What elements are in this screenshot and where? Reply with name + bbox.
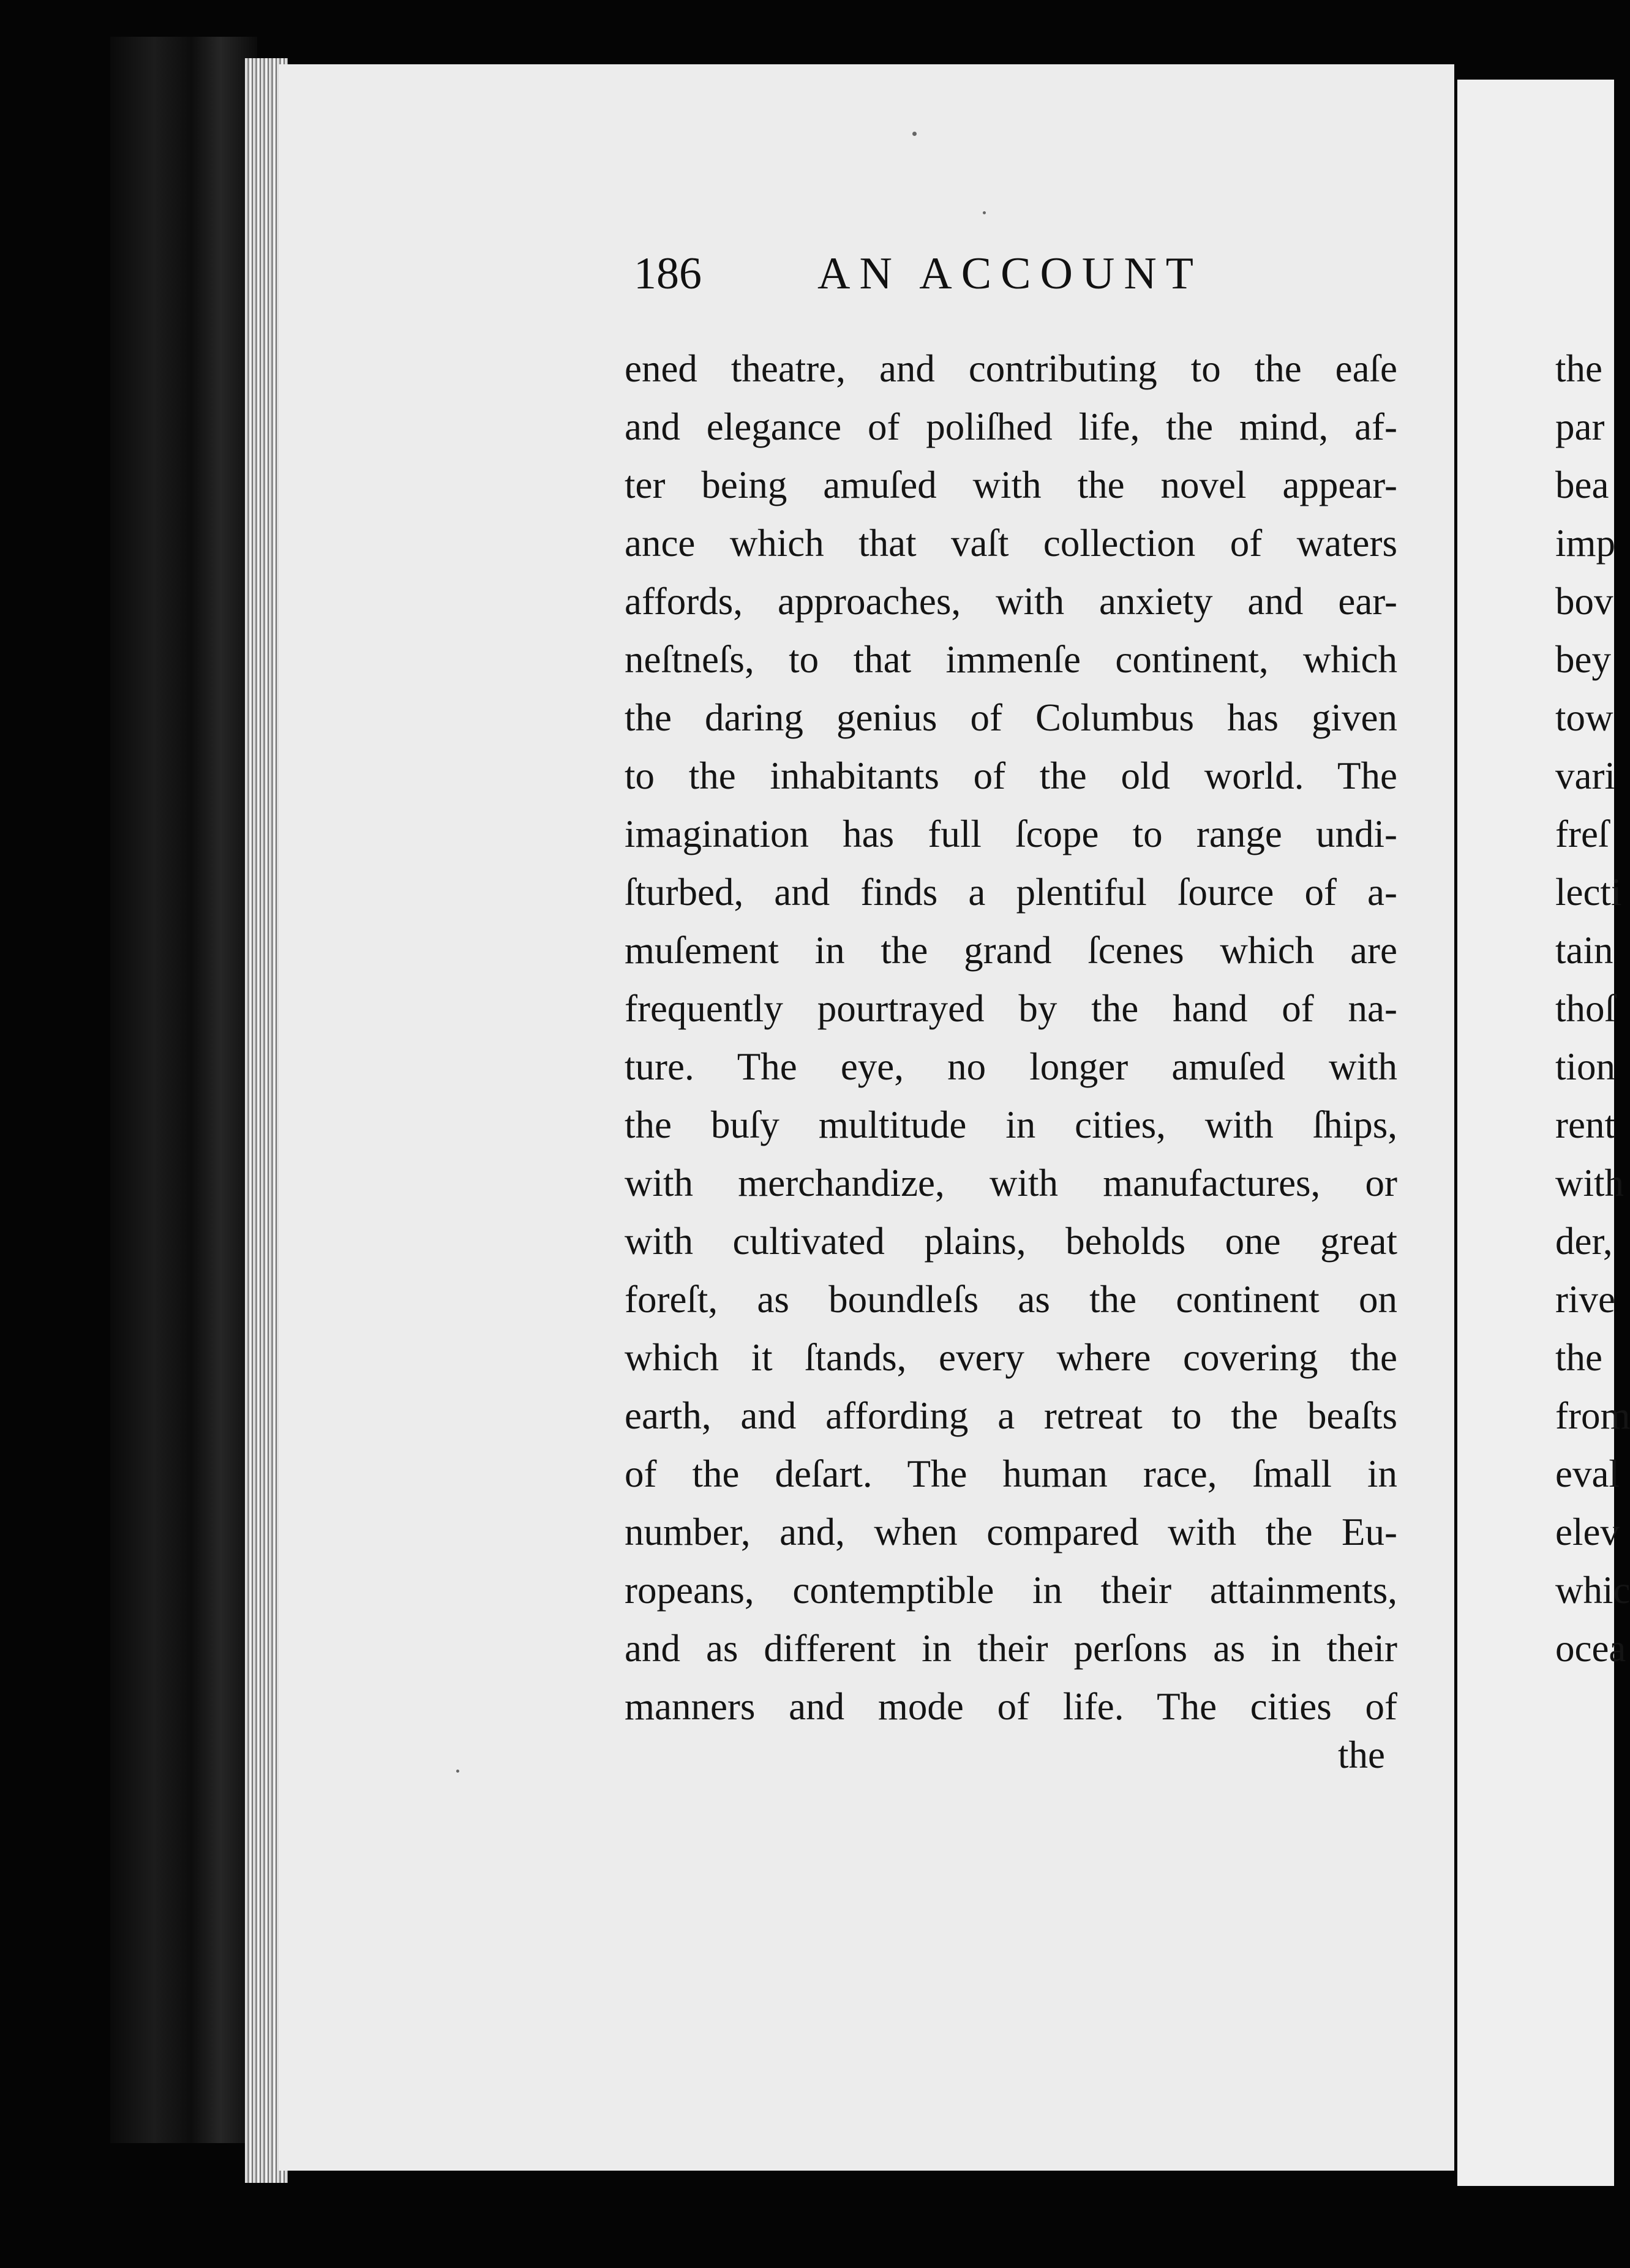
catchword: the xyxy=(1338,1733,1385,1776)
facing-page-fragment: ocea xyxy=(1555,1627,1626,1670)
text-line: to the inhabitants of the old world. The xyxy=(625,754,1397,797)
facing-page-fragment: with xyxy=(1555,1162,1624,1204)
text-line: of the deſart. The human race, ſmall in xyxy=(625,1452,1397,1495)
facing-page-text xyxy=(1555,340,1630,1678)
text-line: ance which that vaſt collection of waters xyxy=(625,522,1397,565)
text-line: imagination has full ſcope to range undi- xyxy=(625,813,1397,855)
text-line: the daring genius of Columbus has given xyxy=(625,696,1397,739)
text-line: affords, approaches, with anxiety and ear- xyxy=(625,580,1397,623)
facing-page-fragment: bey xyxy=(1555,638,1611,681)
text-line: neſtneſs, to that immenſe continent, which xyxy=(625,638,1397,681)
text-line: and as different in their perſons as in their xyxy=(625,1627,1397,1670)
facing-page-fragment: der, xyxy=(1555,1220,1613,1263)
text-line: ſturbed, and finds a plentiful ſource of a- xyxy=(625,871,1397,914)
text-line: ened theatre, and contributing to the eaſe xyxy=(625,347,1397,390)
running-head: AN ACCOUNT xyxy=(817,249,1203,299)
facing-page-fragment: thoſ xyxy=(1555,987,1616,1030)
page-number: 186 xyxy=(634,249,702,299)
text-line: with cultivated plains, beholds one great xyxy=(625,1220,1397,1263)
facing-page-fragment: par xyxy=(1555,405,1605,448)
text-line: ropeans, contemptible in their attainments, xyxy=(625,1569,1397,1612)
page-header xyxy=(625,242,1249,309)
facing-page-fragment: lecti xyxy=(1555,871,1622,914)
text-line: which it ſtands, every where covering the xyxy=(625,1336,1397,1379)
facing-page-fragment: rive xyxy=(1555,1278,1615,1321)
paper-speck xyxy=(983,211,986,214)
facing-page-fragment: tow xyxy=(1555,696,1613,739)
text-line: number, and, when compared with the Eu- xyxy=(625,1511,1397,1553)
text-line: frequently pourtrayed by the hand of na- xyxy=(625,987,1397,1030)
facing-page-fragment: from xyxy=(1555,1394,1630,1437)
facing-page-fragment: tain xyxy=(1555,929,1613,972)
text-line: muſement in the grand ſcenes which are xyxy=(625,929,1397,972)
facing-page-fragment: the xyxy=(1555,1336,1602,1379)
text-line: and elegance of poliſhed life, the mind, af- xyxy=(625,405,1397,448)
facing-page-fragment: tion xyxy=(1555,1045,1616,1088)
facing-page-fragment: rent xyxy=(1555,1103,1615,1146)
paper-speck xyxy=(456,1770,459,1773)
text-line: the buſy multitude in cities, with ſhips, xyxy=(625,1103,1397,1146)
body-text xyxy=(625,340,1397,1736)
text-line: with merchandize, with manufactures, or xyxy=(625,1162,1397,1204)
text-line: manners and mode of life. The cities of xyxy=(625,1685,1397,1728)
facing-page-fragment: elev xyxy=(1555,1511,1620,1553)
facing-page-fragment: vari xyxy=(1555,754,1615,797)
facing-page-fragment: whic xyxy=(1555,1569,1630,1612)
facing-page-fragment: bea xyxy=(1555,464,1609,506)
paper-speck xyxy=(912,132,917,136)
book-binding-edge xyxy=(110,37,257,2143)
facing-page-fragment: eval xyxy=(1555,1452,1620,1495)
text-line: ture. The eye, no longer amuſed with xyxy=(625,1045,1397,1088)
facing-page-fragment: freſ xyxy=(1555,813,1609,855)
facing-page-fragment: bov xyxy=(1555,580,1613,623)
text-line: foreſt, as boundleſs as the continent on xyxy=(625,1278,1397,1321)
facing-page-fragment: imp xyxy=(1555,522,1616,565)
text-line: ter being amuſed with the novel appear- xyxy=(625,464,1397,506)
text-line: earth, and affording a retreat to the beaſts xyxy=(625,1394,1397,1437)
facing-page-fragment: the xyxy=(1555,347,1602,390)
